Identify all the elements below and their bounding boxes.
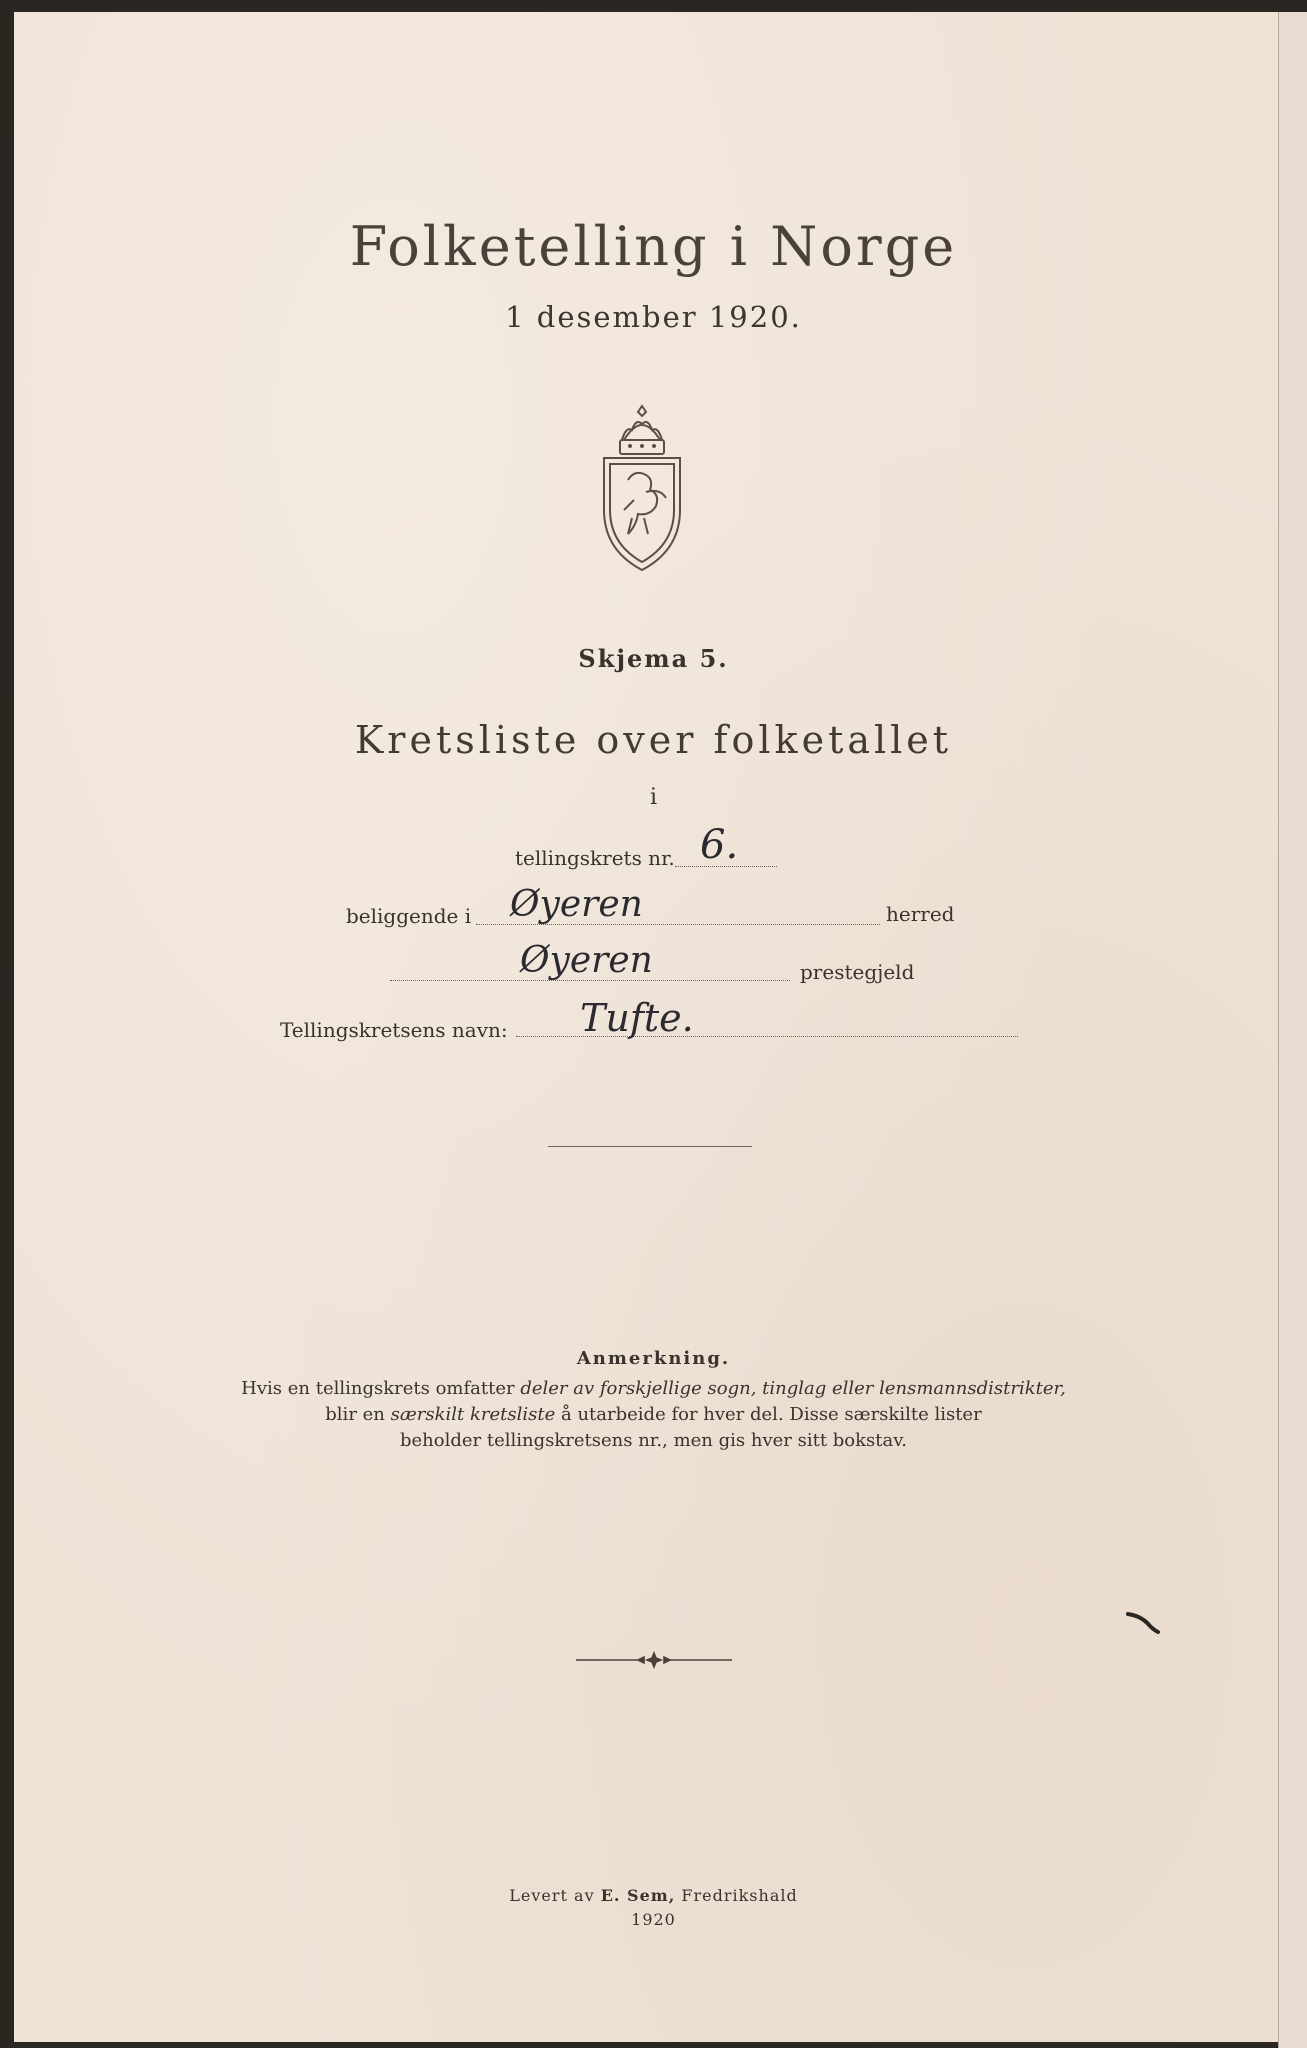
decorative-divider-icon <box>576 1650 732 1670</box>
note-line-1-text: Hvis en tellingskrets omfatter <box>241 1378 521 1399</box>
krets-number-value: 6. <box>700 822 739 868</box>
document-date: 1 desember 1920. <box>505 300 802 334</box>
printer-prefix: Levert av <box>509 1886 601 1905</box>
note-line-3: beholder tellingskretsens nr., men gis hver sitt bokstav. <box>399 1430 907 1451</box>
schema-number: Skjema 5. <box>578 644 729 673</box>
note-line-2-italic: særskilt kretsliste <box>390 1404 556 1425</box>
print-year: 1920 <box>631 1910 676 1929</box>
note-heading: Anmerkning. <box>576 1348 731 1369</box>
note-line-1 <box>0 1378 1307 1399</box>
krets-name-value: Tufte. <box>580 996 694 1040</box>
heading-connector: i <box>649 785 658 810</box>
note-line-2-rest: å utarbeide for hver del. Disse særskilte lister <box>555 1404 982 1425</box>
printer-city: Fredrikshald <box>675 1886 798 1905</box>
form-heading: Kretsliste over folketallet <box>354 718 953 762</box>
krets-number-label: tellingskrets nr. <box>515 846 675 870</box>
prestegjeld-label: prestegjeld <box>800 960 915 984</box>
herred-value: Øyeren <box>510 884 643 925</box>
norwegian-coat-of-arms-icon <box>594 400 690 574</box>
printer-name: E. Sem, <box>600 1886 676 1905</box>
printer-credit <box>0 1886 1307 1905</box>
note-line-2 <box>0 1404 1307 1425</box>
ink-mark-icon <box>1126 1610 1160 1634</box>
prestegjeld-value: Øyeren <box>520 940 653 981</box>
herred-label: herred <box>886 902 955 926</box>
document-title: Folketelling i Norge <box>349 215 958 278</box>
section-divider <box>548 1146 752 1147</box>
note-line-1-italic: deler av forskjellige sogn, tinglag eller lensmannsdistrikter, <box>520 1378 1066 1399</box>
note-line-2-text: blir en <box>325 1404 391 1425</box>
krets-name-label: Tellingskretsens navn: <box>280 1018 508 1042</box>
location-label: beliggende i <box>346 904 472 928</box>
